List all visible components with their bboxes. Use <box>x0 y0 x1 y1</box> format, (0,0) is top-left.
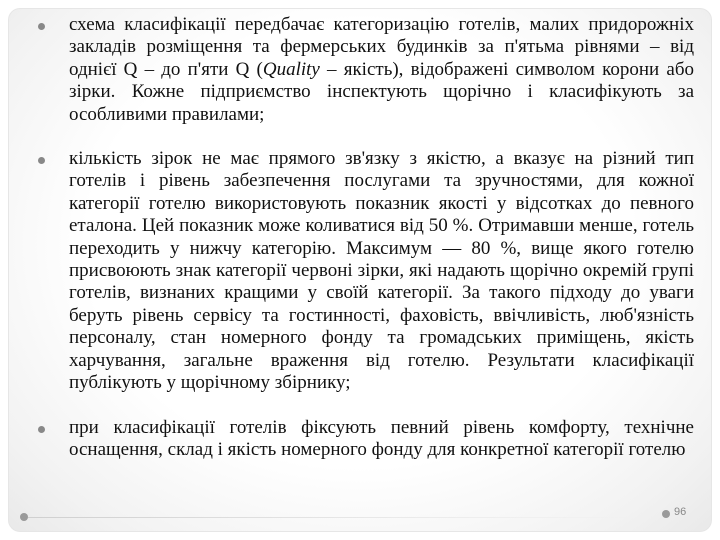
bullet-text <box>69 14 694 126</box>
bullet-item <box>38 148 694 394</box>
bullet-text-part: – якість), відображені символом корони або зірки. Кожне підприємство інспектують щорічно і класифікують за особливими правилами; <box>69 58 694 125</box>
slide-content <box>38 14 694 483</box>
bullet-dot <box>38 426 45 433</box>
bullet-item <box>38 14 694 126</box>
decorative-line <box>28 517 628 518</box>
bullet-dot <box>38 23 45 30</box>
page-number: 96 <box>674 506 687 518</box>
bullet-text: при класифікації готелів фіксують певний рівень комфорту, технічне оснащення, склад і якість номерного фонду для конкретної категорії готелю <box>69 416 694 460</box>
bullet-item <box>38 417 694 462</box>
bullet-dot <box>38 157 45 164</box>
decorative-dot-right <box>662 510 670 518</box>
decorative-dot-left <box>20 513 28 521</box>
bullet-text-italic: Quality <box>262 58 320 80</box>
bullet-text-part: схема класифікації передбачає категоризацію готелів, малих придорожніх закладів розміщення та фермерських будинків за п'ятьма рівнями – від однієї Q – до п'яти Q ( <box>69 14 694 80</box>
bullet-text: кількість зірок не має прямого зв'язку з якістю, а вказує на різний тип готелів і рівень забезпечення послугами та зручностями, для кожної категорії готелю використовують показник якості у відсотках до певного еталона. Цей показник може коливатися від 50 %. Отримавши менше, готель переходить у нижчу категорію. Максимум — 80 %, вище якого готелю присвоюють знак категорії червоні зірки, які надають щорічно окремій групі готелів, визнаних кращими у своїй категорії. За такого підходу до уваги беруть рівень сервісу та гостинності, фаховість, ввічливість, люб'язність персоналу, стан номерного фонду та громадських приміщень, якість харчування, загальне враження від готелю. Результати класифікації публікують у щорічному збірнику; <box>69 148 694 394</box>
